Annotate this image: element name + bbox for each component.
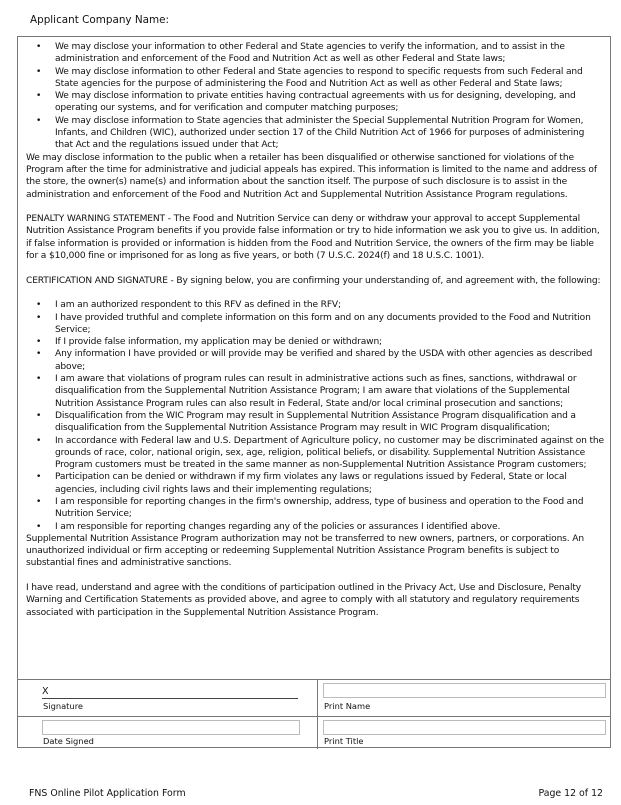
date-signed-input[interactable] bbox=[42, 720, 300, 735]
certification-item: • Any information I have provided or will provide may be verified and shared by the USDA with other agencies as described above; bbox=[55, 348, 604, 373]
certification-item: • I am responsible for reporting changes in the firm's ownership, address, type of business and operation to the Food and Nutrition Service; bbox=[55, 496, 604, 521]
print-name-input[interactable] bbox=[323, 683, 606, 698]
print-name-label: Print Name bbox=[324, 701, 371, 711]
print-title-label: Print Title bbox=[324, 736, 364, 746]
agreement-paragraph: I have read, understand and agree with the conditions of participation outlined in the Privacy Act, Use and Disclosure, Penalty Warning and Certification Statements as provided above, and agree to comply with all statutory and regulatory requirements associated with participation in the Supplemental Nutrition Assistance Program. bbox=[26, 583, 581, 618]
certification-item: • Participation can be denied or withdrawn if my firm violates any laws or regulations issued by Federal, State or local agencies, including civil rights laws and their implementing regulations; bbox=[55, 471, 604, 496]
penalty-warning-statement: PENALTY WARNING STATEMENT - The Food and Nutrition Service can deny or withdraw your approval to accept Supplemental Nutrition Assistance Program benefits if you provide false information or try to hide information we ask you to give us. In addition, if false information is provided or information is hidden from the Food and Nutrition Service, the owners of the firm may be liable for a $10,000 fine or imprisoned for as long as five years, or both (7 U.S.C. 2024(f) and 18 U.S.C. 1001). bbox=[26, 214, 600, 262]
signature-line[interactable]: X bbox=[42, 686, 298, 699]
public-disclosure-paragraph: We may disclose information to the public when a retailer has been disqualified or otherwise sanctioned for violations of the Program after the time for administrative and judicial appeals has expired. This information is limited to the name and address of the store, the owner(s) name(s) and information about the sanction itself. The purpose of such disclosure is to assist in the administration and enforcement of the Food and Nutrition Act and Supplemental Nutrition Assistance Program regulations. bbox=[26, 152, 597, 200]
certification-item: • I am an authorized respondent to this RFV as defined in the RFV; bbox=[55, 299, 604, 311]
signature-label: Signature bbox=[43, 701, 84, 711]
terms-box bbox=[17, 36, 611, 748]
certification-item: • I am aware that violations of program rules can result in administrative actions such as fines, sanctions, withdrawal or disqualification from the Supplemental Nutrition Assistance Program; I am aware that violations of the Supplemental Nutrition Assistance Program rules can also result in Federal, State and/or local criminal prosecution and sanctions; bbox=[55, 373, 604, 410]
disclosure-list bbox=[26, 41, 604, 152]
certification-item: • Disqualification from the WIC Program may result in Supplemental Nutrition Assistance Program disqualification and a disqualification from the Supplemental Nutrition Assistance Program may result in WIC Program disqualification; bbox=[55, 410, 604, 435]
signature-block bbox=[18, 679, 610, 749]
disclosure-item: • We may disclose information to State agencies that administer the Special Supplemental Nutrition Program for Women, Infants, and Children (WIC), authorized under section 17 of the Child Nutrition Act of 1966 for purposes of administering that Act and the regulations issued under that Act; bbox=[55, 115, 604, 152]
certification-item: • I am responsible for reporting changes regarding any of the policies or assurances I identified above. bbox=[55, 521, 604, 533]
date-signed-label: Date Signed bbox=[43, 736, 94, 746]
disclosure-item: • We may disclose your information to other Federal and State agencies to verify the information, and to assist in the administration and enforcement of the Food and Nutrition Act as well as other Federal and State laws; bbox=[55, 41, 604, 66]
signature-row-1 bbox=[18, 680, 610, 714]
applicant-company-label: Applicant Company Name: bbox=[30, 14, 170, 26]
certification-item: • In accordance with Federal law and U.S. Department of Agriculture policy, no customer may be discriminated against on the grounds of race, color, national origin, sex, age, religion, political beliefs, or disability. Supplemental Nutrition Assistance Program customers must be treated in the same manner as non-Supplemental Nutrition Assistance Program customers; bbox=[55, 435, 604, 472]
terms-content bbox=[26, 41, 604, 619]
disclosure-item: • We may disclose information to private entities having contractual agreements with us for designing, developing, and operating our systems, and for verification and computer matching purposes; bbox=[55, 90, 604, 115]
certification-intro: CERTIFICATION AND SIGNATURE - By signing below, you are confirming your understanding of, and agreement with, the following: bbox=[26, 275, 601, 286]
footer-page-number: Page 12 of 12 bbox=[538, 788, 603, 799]
signature-row-2 bbox=[18, 716, 610, 749]
signature-cell bbox=[42, 680, 300, 714]
disclosure-item: • We may disclose information to other Federal and State agencies to respond to specific requests from such Federal and State agencies for the purpose of administering the Food and Nutrition Act as well as other Federal and State laws; bbox=[55, 66, 604, 91]
certification-item: • If I provide false information, my application may be denied or withdrawn; bbox=[55, 336, 604, 348]
footer-form-name: FNS Online Pilot Application Form bbox=[29, 788, 186, 799]
column-divider bbox=[317, 680, 318, 749]
print-title-input[interactable] bbox=[323, 720, 606, 735]
certification-list bbox=[26, 299, 604, 533]
print-title-cell bbox=[323, 717, 606, 749]
print-name-cell bbox=[323, 680, 606, 714]
certification-item: • I have provided truthful and complete information on this form and on any documents provided to the Food and Nutrition Service; bbox=[55, 312, 604, 337]
date-signed-cell bbox=[42, 717, 300, 749]
transfer-paragraph: Supplemental Nutrition Assistance Program authorization may not be transferred to new owners, partners, or corporations. An unauthorized individual or firm accepting or redeeming Supplemental Nutrition Assistance Program benefits is subject to substantial fines and administrative sanctions. bbox=[26, 533, 584, 569]
